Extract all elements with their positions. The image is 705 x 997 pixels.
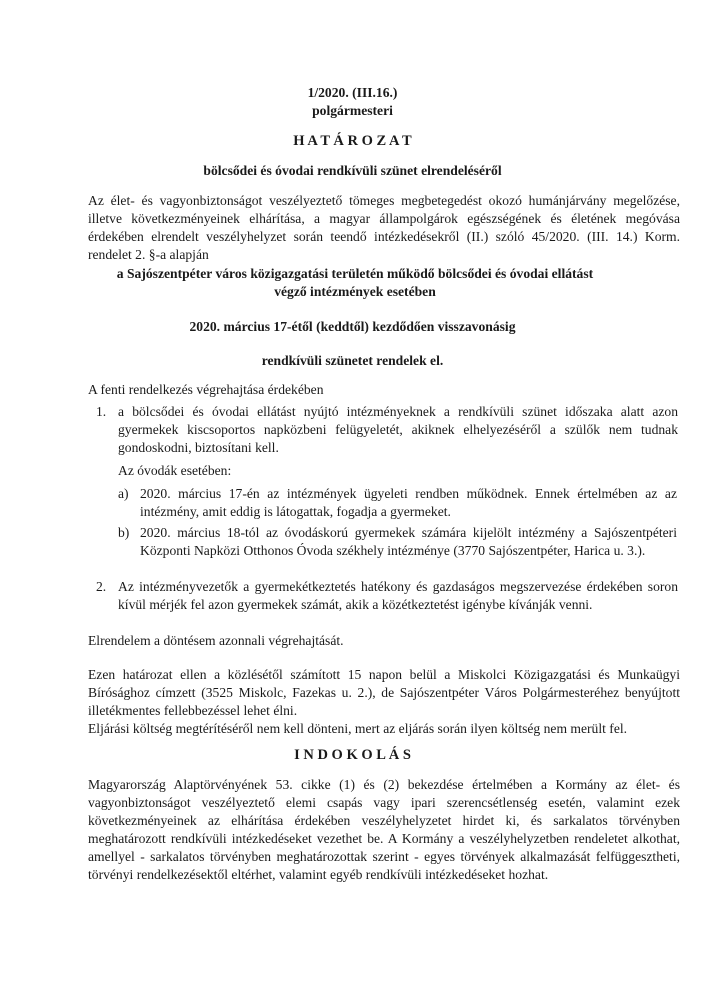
sub-item-a-text: 2020. március 17-én az intézmények ügyeleti rendben működnek. Ennek értelmében az az intézmény, amit eddig is látogattak, fogadja a gyermeket. [140,486,677,519]
decision-scope: a Sajószentpéter város közigazgatási területén működő bölcsődei és óvodai ellátást végző intézmények esetében [116,266,594,299]
sub-item-b-text: 2020. március 18-tól az óvodáskorú gyermekek számára kijelölt intézmény a Sajószentpéteri Központi Napközi Otthonos Óvoda székhely intézménye (3770 Sajószentpéter, Harica u. 3.). [140,525,677,558]
document-type-heading: H A T Á R O Z A T [293,133,412,149]
implementation-lead: A fenti rendelkezés végrehajtása érdekében [88,382,324,397]
issuer-line: polgármesteri [312,103,393,118]
document-subject: bölcsődei és óvodai rendkívüli szünet elrendeléséről [203,163,502,178]
sub-item-label: a) [118,486,129,501]
appeal-paragraph: Ezen határozat ellen a közlésétől számított 15 napon belül a Miskolci Közigazgatási és Munkaügyi Bírósághoz címzett (3525 Miskolc, Fazekas u. 2.), de Sajószentpéter Város Polgármesteréhez benyújtott illetékmentes fellebbezéssel lehet élni. [88,667,680,718]
decision-number: 1/2020. (III.16.) [307,85,398,100]
immediate-execution: Elrendelem a döntésem azonnali végrehajtását. [88,633,344,648]
item-2-text: Az intézményvezetők a gyermekétkeztetés hatékony és gazdaságos megszervezése érdekében soron kívül mérjék fel azon gyermekek számát, akik a közétkeztetést igénybe kívánják venni. [118,579,678,612]
justification-paragraph: Magyarország Alaptörvényének 53. cikke (1) és (2) bekezdése értelmében a Kormány az élet- és vagyonbiztonságot veszélyeztető elemi csapás vagy ipari szerencsétlenség esetén, valamint ezek következményeinek az elhárítása érdekében veszélyhelyzetet hirdet ki, és sarkalatos törvényben meghatározott rendkívüli intézkedéseket vezethet be. A Kormány a veszélyhelyzetben rendeletet alkothat, amellyel - sarkalatos törvényben meghatározottak szerint - egyes törvények alkalmazását felfüggesztheti, törvényi rendelkezésektől eltérhet, valamint egyéb rendkívüli intézkedéseket hozhat. [88,777,680,882]
costs-paragraph: Eljárási költség megtérítéséről nem kell dönteni, mert az eljárás során ilyen költség nem merült fel. [88,721,628,736]
justification-heading: I N D O K O L Á S [294,747,411,763]
item-number: 1. [96,404,107,419]
kindergarten-lead: Az óvodák esetében: [118,463,232,478]
decision-order: rendkívüli szünetet rendelek el. [261,353,444,368]
item-number: 2. [96,579,107,594]
decision-date: 2020. március 17-étől (keddtől) kezdődően visszavonásig [189,319,516,334]
intro-paragraph: Az élet- és vagyonbiztonságot veszélyeztető tömeges megbetegedést okozó humánjárvány megelőzése, illetve következményeinek elhárítása, a magyar állampolgárok egészségének és életének megóvása érdekében elrendelt veszélyhelyzet során teendő intézkedésekről (II.) szóló 45/2020. (III. 14.) Korm. rendelet 2. §-a alapján [88,193,680,262]
item-1-text: a bölcsődei és óvodai ellátást nyújtó intézményeknek a rendkívüli szünet időszaka alatt azon gyermekek kiscsoportos napközbeni felügyeletét, akiknek elhelyezéséről a szülők nem tudnak gondoskodni, biztosítani kell. [118,404,678,455]
sub-item-label: b) [118,525,130,540]
